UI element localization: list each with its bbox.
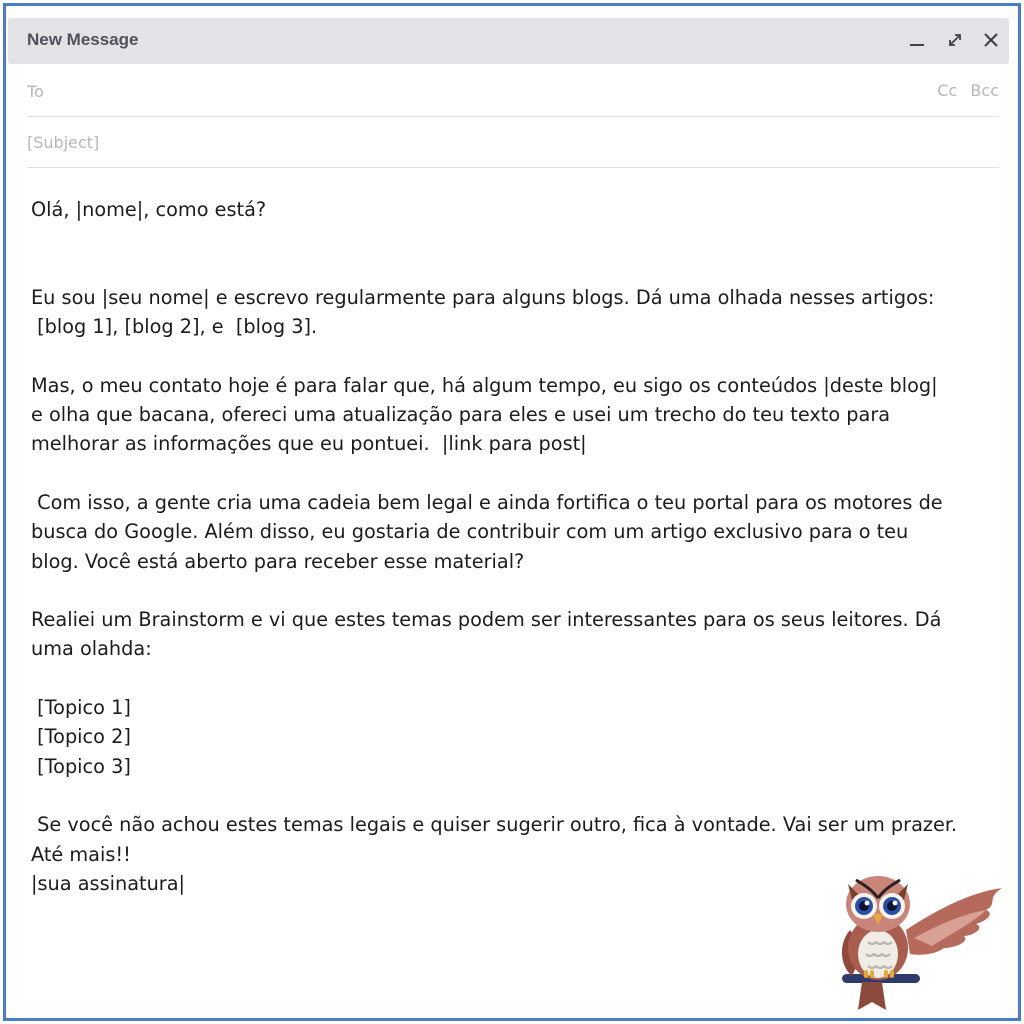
owl-illustration	[836, 870, 1006, 1020]
cc-button[interactable]: Cc	[937, 81, 958, 100]
body-line	[31, 224, 991, 253]
body-line: |sua assinatura|	[31, 871, 186, 895]
body-line: Realiei um Brainstorm e vi que estes temas podem ser interessantes para os seus leitores. Dá	[31, 608, 942, 632]
subject-field-row	[27, 118, 999, 168]
body-line: [Topico 1]	[31, 696, 131, 720]
body-line: [blog 1], [blog 2], e [blog 3].	[31, 315, 318, 339]
body-line	[31, 341, 991, 370]
minimize-icon[interactable]	[904, 27, 930, 53]
expand-icon[interactable]	[942, 27, 968, 53]
body-line	[31, 576, 991, 605]
body-line: melhorar as informações que eu pontuei. |link para post|	[31, 432, 587, 456]
body-line: uma olahda:	[31, 637, 152, 661]
compose-titlebar	[8, 18, 1009, 64]
body-line	[31, 254, 991, 283]
subject-input[interactable]	[27, 130, 887, 154]
to-field-row	[27, 67, 999, 117]
body-line	[31, 664, 991, 693]
body-line: Com isso, a gente cria uma cadeia bem legal e ainda fortifica o teu portal para os motores de	[31, 490, 943, 514]
body-line: Olá, |nome|, como está?	[31, 198, 267, 221]
to-input[interactable]	[27, 79, 887, 103]
message-body[interactable]	[31, 195, 991, 898]
body-line: busca do Google. Além disso, eu gostaria de contribuir com um artigo exclusivo para o teu	[31, 520, 909, 544]
body-line	[31, 459, 991, 488]
close-icon[interactable]	[978, 27, 1004, 53]
cc-bcc-links	[929, 81, 999, 100]
window-title: New Message	[27, 30, 139, 49]
body-line	[31, 781, 991, 810]
body-line: Mas, o meu contato hoje é para falar que, há algum tempo, eu sigo os conteúdos |deste blog|	[31, 373, 938, 397]
body-line: Eu sou |seu nome| e escrevo regularmente para alguns blogs. Dá uma olhada nesses artigos:	[31, 285, 935, 309]
body-line: blog. Você está aberto para receber esse material?	[31, 549, 525, 573]
bcc-button[interactable]: Bcc	[970, 81, 999, 100]
body-line: e olha que bacana, ofereci uma atualização para eles e usei um trecho do teu texto para	[31, 403, 891, 427]
body-line: Se você não achou estes temas legais e quiser sugerir outro, fica à vontade. Vai ser um prazer.	[31, 813, 958, 837]
body-line: [Topico 3]	[31, 754, 131, 778]
body-line: Até mais!!	[31, 842, 131, 866]
body-line: [Topico 2]	[31, 725, 131, 749]
